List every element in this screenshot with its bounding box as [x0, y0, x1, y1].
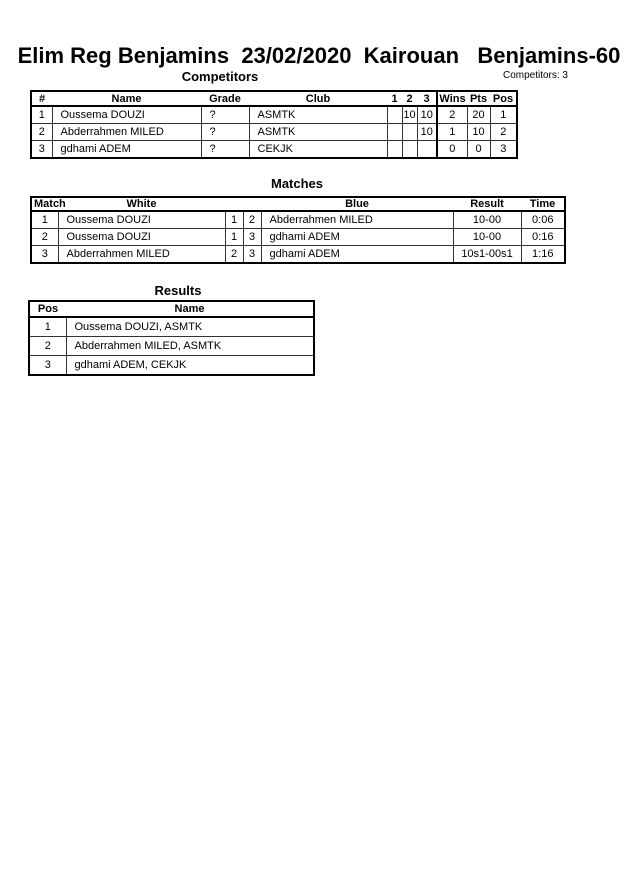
- results-header-row: [29, 301, 314, 317]
- match-blue-name: gdhami ADEM: [261, 246, 453, 264]
- competitor-round1-score: [387, 124, 402, 141]
- competitor-round3-score: [417, 141, 437, 159]
- competitors-col-pos: Pos: [490, 91, 517, 106]
- result-pos: 3: [29, 356, 66, 376]
- match-row: [31, 211, 565, 229]
- match-number: 2: [31, 229, 58, 246]
- competitor-num: 3: [31, 141, 52, 159]
- matches-col-match: Match: [31, 197, 58, 211]
- result-row: [29, 356, 314, 376]
- match-white-seed: 2: [225, 246, 243, 264]
- results-col-name: Name: [66, 301, 314, 317]
- competitor-club: ASMTK: [249, 106, 387, 124]
- match-time: 0:06: [521, 211, 565, 229]
- competitors-table: [30, 90, 518, 159]
- matches-col-result: Result: [453, 197, 521, 211]
- matches-col-time: Time: [521, 197, 565, 211]
- matches-section-title: Matches: [270, 176, 324, 191]
- result-row: [29, 337, 314, 356]
- match-white-name: Oussema DOUZI: [58, 229, 225, 246]
- matches-table: [30, 196, 566, 264]
- match-number: 1: [31, 211, 58, 229]
- competitor-wins: 2: [437, 106, 467, 124]
- competitor-wins: 0: [437, 141, 467, 159]
- match-row: [31, 246, 565, 264]
- result-pos: 1: [29, 317, 66, 337]
- match-time: 0:16: [521, 229, 565, 246]
- competitor-pts: 0: [467, 141, 490, 159]
- competitor-round2-score: 10: [402, 106, 417, 124]
- match-result: 10s1-00s1: [453, 246, 521, 264]
- match-white-name: Oussema DOUZI: [58, 211, 225, 229]
- competitor-grade: ?: [201, 141, 249, 159]
- competitors-col-round3: 3: [417, 91, 437, 106]
- competitors-col-round2: 2: [402, 91, 417, 106]
- result-pos: 2: [29, 337, 66, 356]
- results-table: [28, 300, 315, 376]
- match-time: 1:16: [521, 246, 565, 264]
- result-name: gdhami ADEM, CEKJK: [66, 356, 314, 376]
- competitors-col-grade: Grade: [201, 91, 249, 106]
- match-blue-name: gdhami ADEM: [261, 229, 453, 246]
- competitors-col-name: Name: [52, 91, 201, 106]
- competitor-round3-score: 10: [417, 124, 437, 141]
- competitor-round2-score: [402, 141, 417, 159]
- match-blue-name: Abderrahmen MILED: [261, 211, 453, 229]
- matches-col-white: White: [58, 197, 225, 211]
- competitor-pos: 1: [490, 106, 517, 124]
- competitor-num: 2: [31, 124, 52, 141]
- competitor-pts: 10: [467, 124, 490, 141]
- result-row: [29, 317, 314, 337]
- competitors-col-round1: 1: [387, 91, 402, 106]
- matches-col-blue-num: [243, 197, 261, 211]
- results-section-title: Results: [154, 283, 202, 298]
- competitors-col-pts: Pts: [467, 91, 490, 106]
- competitor-club: ASMTK: [249, 124, 387, 141]
- competitor-grade: ?: [201, 106, 249, 124]
- competitors-col-club: Club: [249, 91, 387, 106]
- competitor-row: [31, 124, 517, 141]
- match-number: 3: [31, 246, 58, 264]
- results-col-pos: Pos: [29, 301, 66, 317]
- competitor-num: 1: [31, 106, 52, 124]
- competitor-pos: 3: [490, 141, 517, 159]
- matches-col-blue: Blue: [261, 197, 453, 211]
- competitor-name: Oussema DOUZI: [52, 106, 201, 124]
- competitor-round1-score: [387, 141, 402, 159]
- competitor-row: [31, 141, 517, 159]
- match-result: 10-00: [453, 211, 521, 229]
- competitors-col-num: #: [31, 91, 52, 106]
- match-blue-seed: 3: [243, 229, 261, 246]
- competitors-header-row: [31, 91, 517, 106]
- match-blue-seed: 3: [243, 246, 261, 264]
- competitor-club: CEKJK: [249, 141, 387, 159]
- page-title: Elim Reg Benjamins 23/02/2020 Kairouan Benjamins-60: [17, 43, 621, 68]
- competitor-grade: ?: [201, 124, 249, 141]
- competitor-row: [31, 106, 517, 124]
- competitor-name: gdhami ADEM: [52, 141, 201, 159]
- match-white-name: Abderrahmen MILED: [58, 246, 225, 264]
- competitors-section-title: Competitors: [181, 69, 259, 84]
- match-white-seed: 1: [225, 229, 243, 246]
- match-white-seed: 1: [225, 211, 243, 229]
- competitor-wins: 1: [437, 124, 467, 141]
- competitors-count-label: Competitors: 3: [502, 70, 568, 81]
- competitor-round3-score: 10: [417, 106, 437, 124]
- result-name: Oussema DOUZI, ASMTK: [66, 317, 314, 337]
- competitor-pts: 20: [467, 106, 490, 124]
- competitor-name: Abderrahmen MILED: [52, 124, 201, 141]
- match-result: 10-00: [453, 229, 521, 246]
- result-name: Abderrahmen MILED, ASMTK: [66, 337, 314, 356]
- match-blue-seed: 2: [243, 211, 261, 229]
- competitor-round2-score: [402, 124, 417, 141]
- matches-header-row: [31, 197, 565, 211]
- competitors-col-wins: Wins: [437, 91, 467, 106]
- competitor-round1-score: [387, 106, 402, 124]
- match-row: [31, 229, 565, 246]
- matches-col-white-num: [225, 197, 243, 211]
- competitor-pos: 2: [490, 124, 517, 141]
